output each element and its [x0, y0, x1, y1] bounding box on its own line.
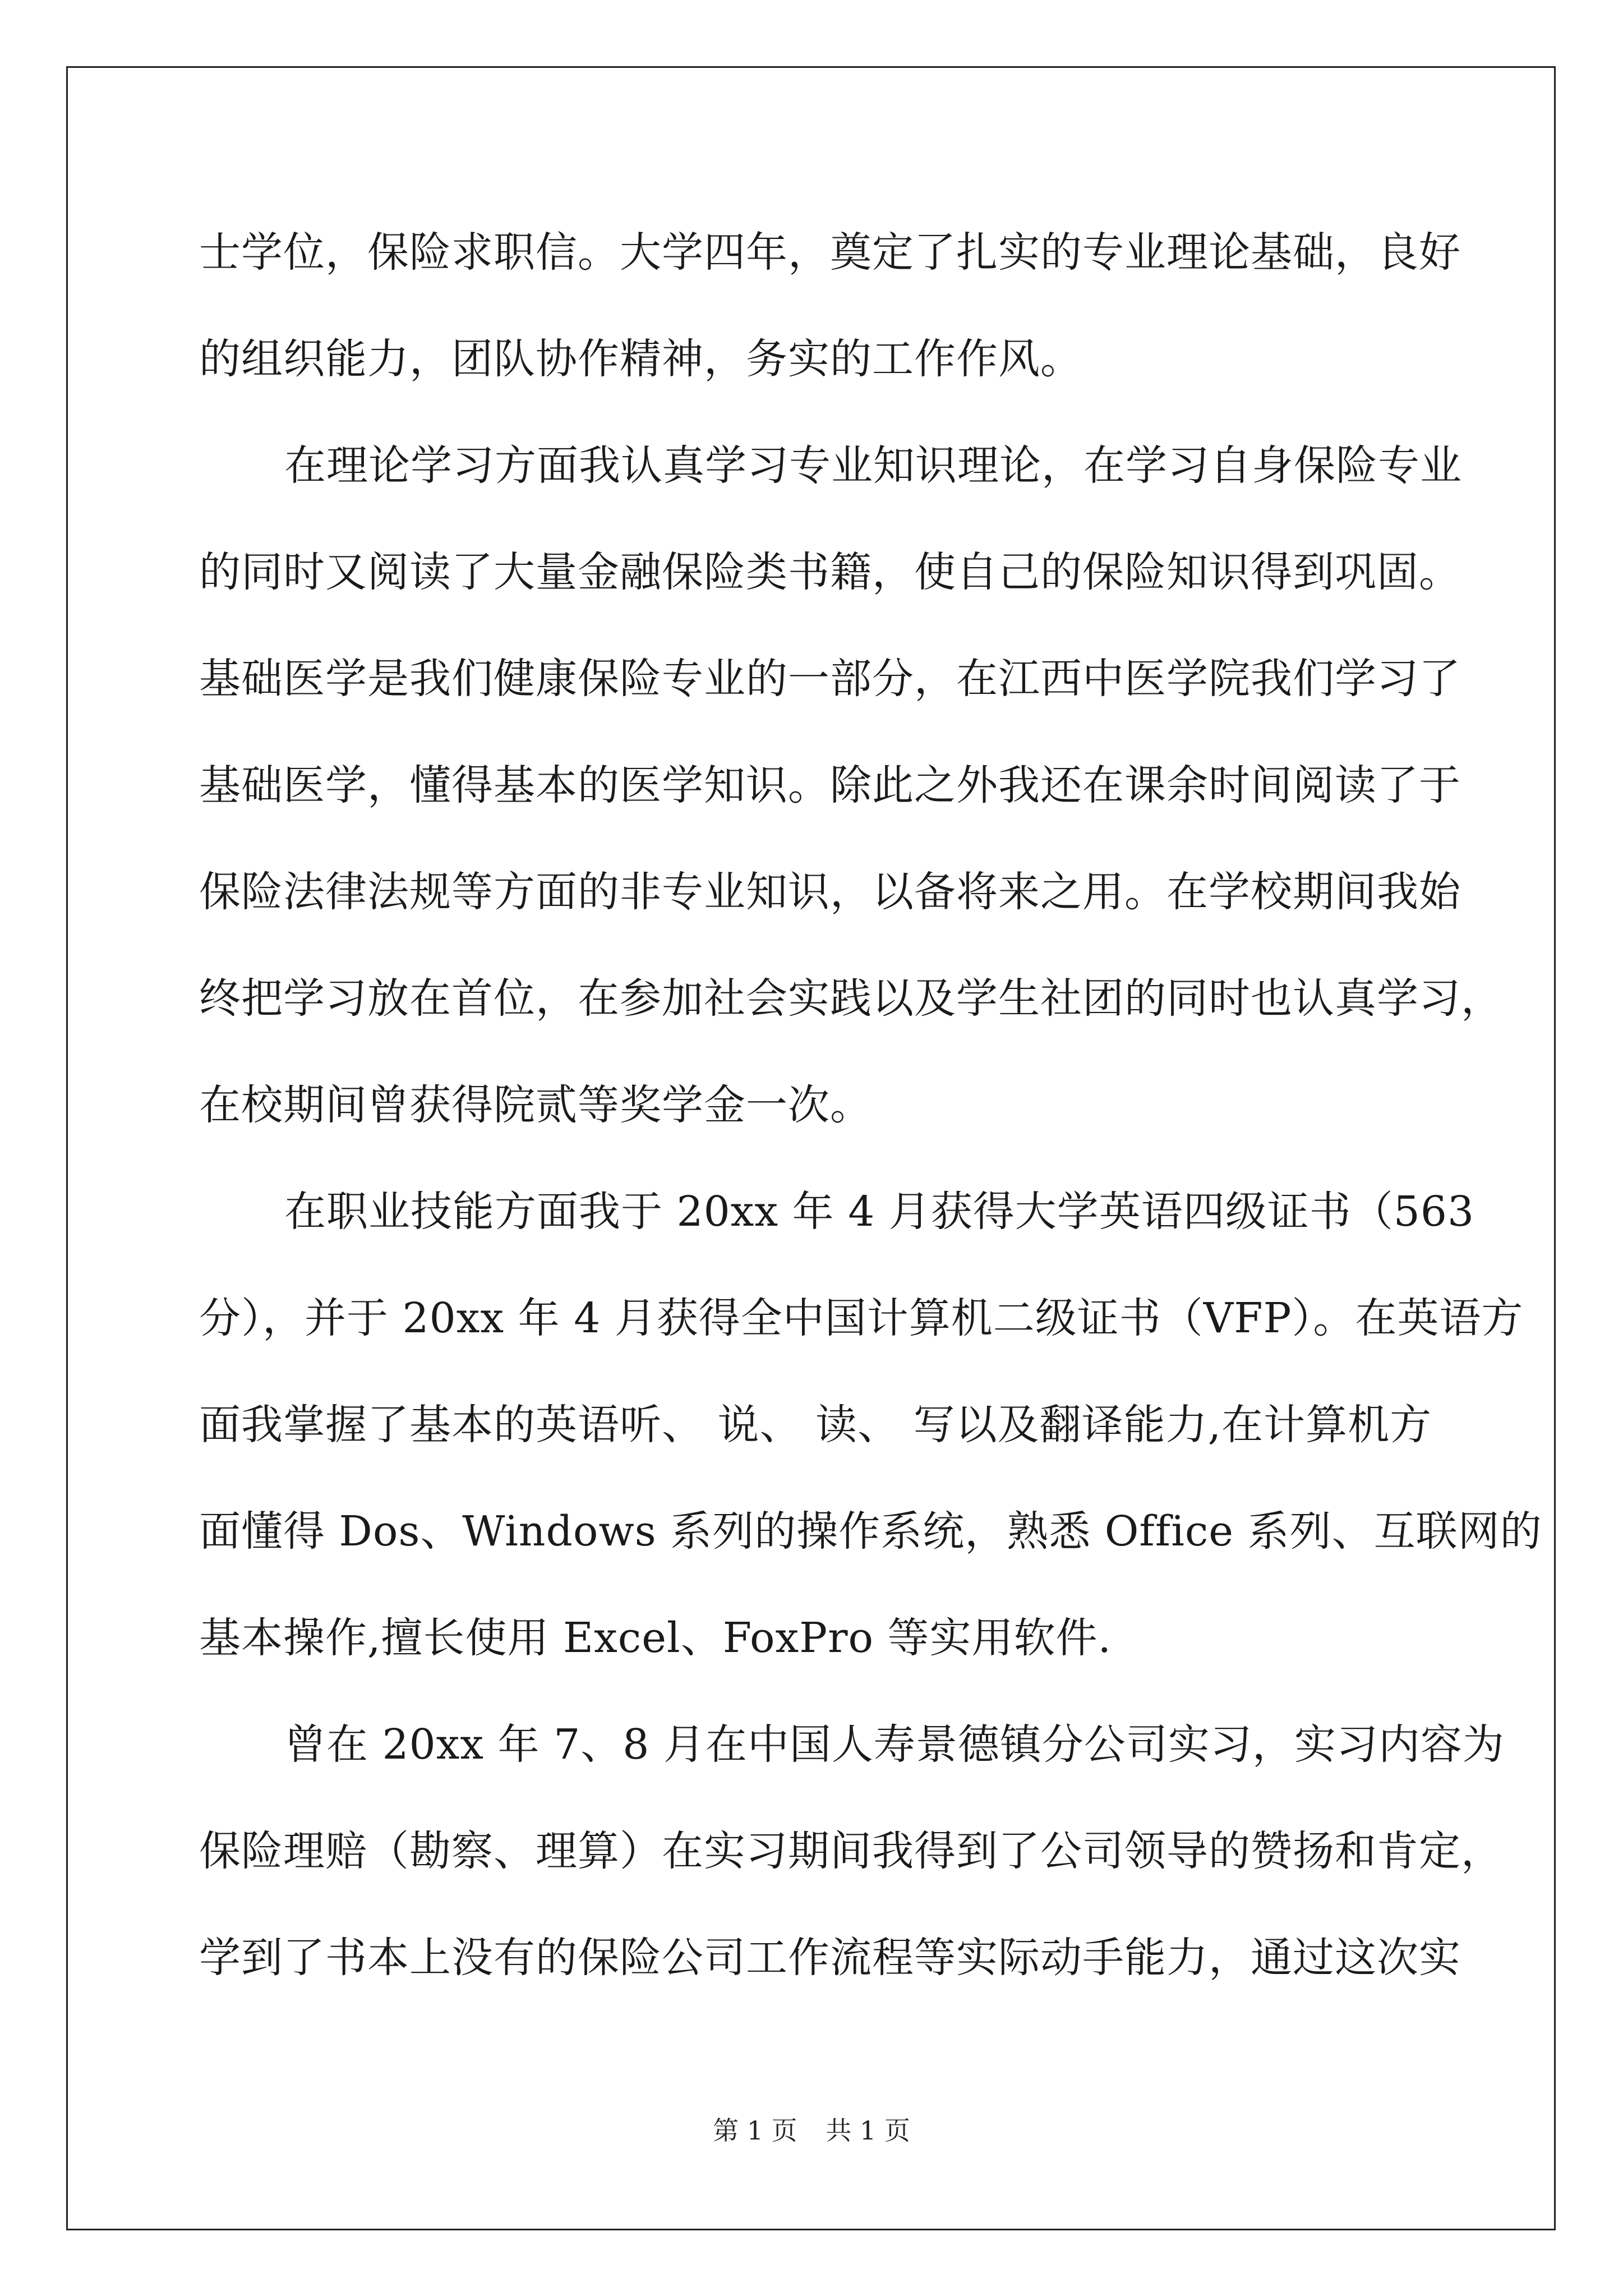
text-line: 的组织能力，团队协作精神，务实的工作作风。 — [199, 335, 1082, 383]
text-line: 保险法律法规等方面的非专业知识，以备将来之用。在学校期间我始 — [199, 868, 1461, 916]
page-number: 第 1 页 — [713, 2115, 797, 2146]
page-count: 共 1 页 — [826, 2115, 910, 2146]
paragraph-start-line: 在职业技能方面我于 20xx 年 4 月获得大学英语四级证书（563 — [284, 1188, 1475, 1236]
text-line: 基础医学是我们健康保险专业的一部分，在江西中医学院我们学习了 — [199, 655, 1461, 703]
text-line: 面我掌握了基本的英语听、 说、 读、 写以及翻译能力,在计算机方 — [199, 1401, 1432, 1449]
paragraph-start-line: 在理论学习方面我认真学习专业知识理论，在学习自身保险专业 — [284, 441, 1462, 490]
page-border — [66, 66, 1556, 2230]
text-line: 分），并于 20xx 年 4 月获得全中国计算机二级证书（VFP）。在英语方 — [199, 1294, 1524, 1342]
text-line: 在校期间曾获得院贰等奖学金一次。 — [199, 1081, 872, 1129]
text-line: 面懂得 Dos、Windows 系列的操作系统，熟悉 Office 系列、互联网的 — [199, 1507, 1542, 1556]
text-line: 的同时又阅读了大量金融保险类书籍，使自己的保险知识得到巩固。 — [199, 548, 1461, 596]
paragraph-start-line: 曾在 20xx 年 7、8 月在中国人寿景德镇分公司实习，实习内容为 — [284, 1720, 1505, 1769]
text-line: 基础医学，懂得基本的医学知识。除此之外我还在课余时间阅读了于 — [199, 761, 1461, 809]
text-line: 学到了书本上没有的保险公司工作流程等实际动手能力，通过这次实 — [199, 1934, 1461, 1982]
text-line: 保险理赔（勘察、理算）在实习期间我得到了公司领导的赞扬和肯定， — [199, 1827, 1503, 1875]
text-line: 士学位，保险求职信。大学四年，奠定了扎实的专业理论基础，良好 — [199, 228, 1461, 277]
page-footer — [0, 2114, 1623, 2147]
text-line: 基本操作,擅长使用 Excel、FoxPro 等实用软件. — [199, 1614, 1112, 1662]
text-line: 终把学习放在首位，在参加社会实践以及学生社团的同时也认真学习， — [199, 974, 1503, 1023]
